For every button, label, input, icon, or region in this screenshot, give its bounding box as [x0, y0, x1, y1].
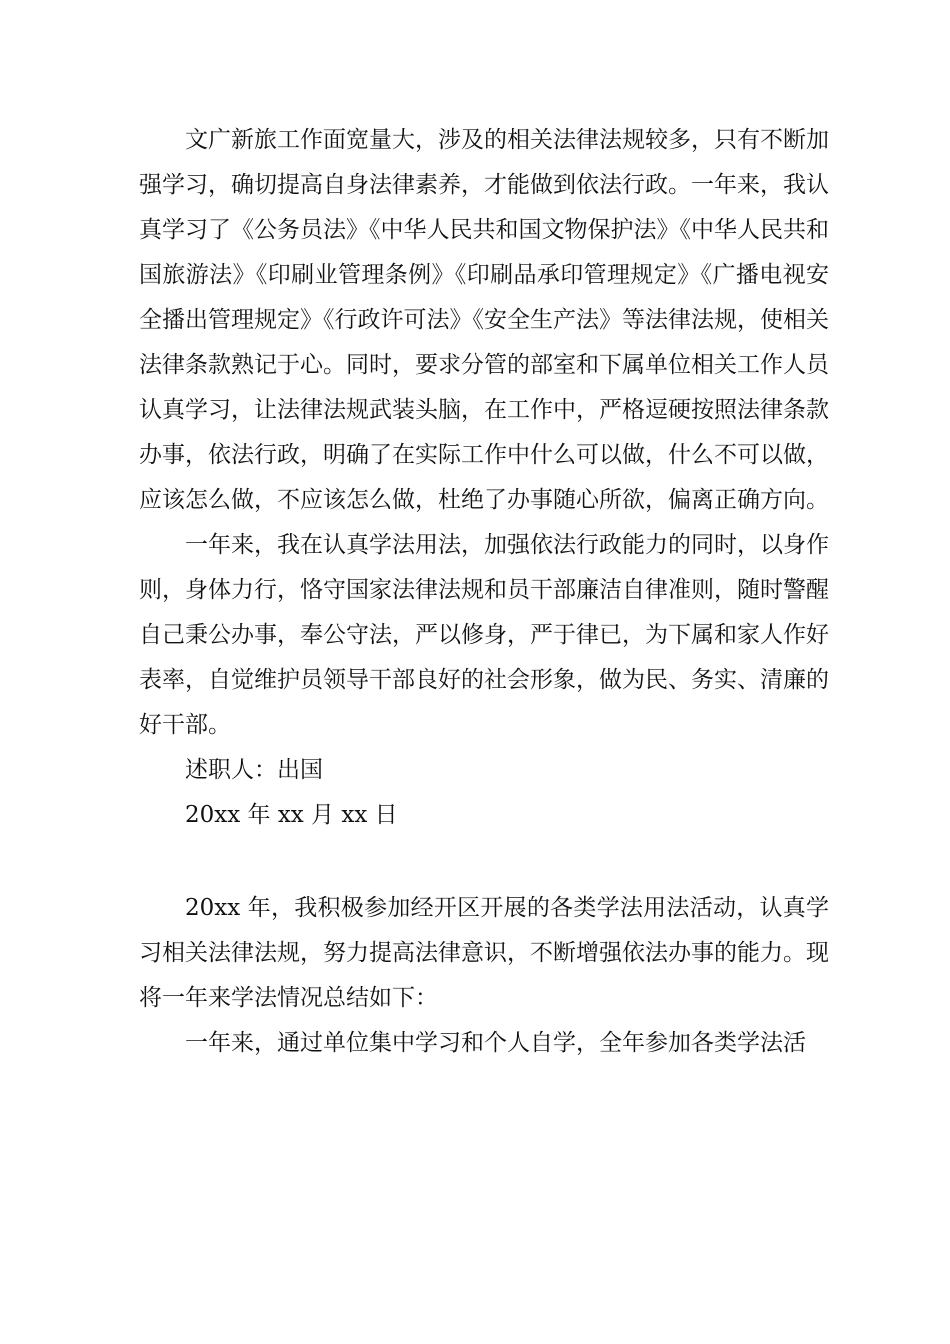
signature-line: 述职人：出国 — [185, 757, 323, 783]
section-gap — [139, 838, 829, 886]
date-line: 20xx 年 xx 月 xx 日 — [185, 802, 398, 828]
paragraph-self-discipline: 一年来，我在认真学法用法，加强依法行政能力的同时，以身作则，身体力行，恪守国家法律法规和员干部廉洁自律准则，随时警醒自己秉公办事，奉公守法，严以修身，严于律已，为下属和家人作好表率，自觉维护员领导干部良好的社会形象，做为民、务实、清廉的好干部。 — [139, 532, 829, 738]
paragraph-study-laws: 文广新旅工作面宽量大，涉及的相关法律法规较多，只有不断加强学习，确切提高自身法律素养，才能做到依法行政。一年来，我认真学习了《公务员法》《中华人民共和国文物保护法》《中华人民共和国旅游法》《印刷业管理条例》《印刷品承印管理规定》《广播电视安全播出管理规定》《行政许可法》《安全生产法》等法律法规，使相关法律条款熟记于心。同时，要求分管的部室和下属单位相关工作人员认真学习，让法律法规武装头脑，在工作中，严格逗硬按照法律条款办事，依法行政，明确了在实际工作中什么可以做，什么不可以做，应该怎么做，不应该怎么做，杜绝了办事随心所欲，偏离正确方向。 — [139, 127, 829, 513]
paragraph-summary-intro: 20xx 年，我积极参加经开区开展的各类学法用法活动，认真学习相关法律法规，努力提高法律意识，不断增强依法办事的能力。现将一年来学法情况总结如下： — [139, 895, 829, 1011]
paragraph-summary-start: 一年来，通过单位集中学习和个人自学，全年参加各类学法活 — [185, 1030, 806, 1056]
document-body — [139, 118, 829, 1066]
